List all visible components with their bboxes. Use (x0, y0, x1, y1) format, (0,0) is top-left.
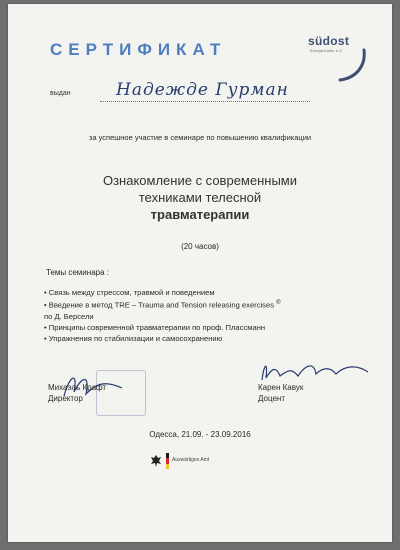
sudost-logo (308, 34, 370, 84)
seminar-title-line1: Ознакомление с современными (102, 173, 297, 188)
german-flag-icon (166, 453, 169, 469)
recipient-underline (100, 101, 310, 102)
seminar-title-line2: техниками телесной (138, 190, 262, 205)
agency-label: Auswärtiges Amt (172, 457, 210, 463)
participation-text: за успешное участие в семинаре по повышению квалификации (88, 133, 312, 142)
docent-role: Доцент (258, 394, 285, 403)
flag-stripe-gold (166, 464, 169, 469)
place-date: Одесса, 21.09. - 23.09.2016 (149, 430, 251, 439)
logo-subtitle: Europa-Kultur e.V. (310, 48, 343, 53)
topics-title: Темы семинара : (46, 268, 109, 277)
director-name: Михаэль Крафт (48, 383, 107, 392)
topic-item: • Упражнения по стабилизации и самосохранению (44, 333, 223, 343)
seminar-title (8, 172, 392, 223)
topic-item: • Принципы современной травматерапии по проф. Плассманн (44, 322, 266, 332)
federal-eagle-icon (150, 454, 162, 468)
docent-signature (258, 354, 378, 386)
docent-name: Карен Кавук (258, 383, 304, 392)
seminar-title-line3: травматерапии (150, 207, 250, 222)
topic-item: • Связь между стрессом, травмой и поведением (44, 288, 215, 297)
topic-item-text: • Введение в метод TRE – Trauma and Tension releasing exercises (44, 300, 274, 310)
recipient-name: Надежде Гурман (116, 80, 289, 100)
topics-list (44, 287, 364, 344)
registered-mark: ® (276, 300, 281, 306)
topic-item-continuation: по Д. Берсели (44, 311, 94, 321)
certificate-title: СЕРТИФИКАТ (50, 40, 227, 59)
logo-name: südost (308, 34, 350, 48)
logo-arc-icon (338, 48, 370, 82)
certificate-sheet (8, 4, 392, 542)
topic-item (44, 298, 364, 311)
issued-label: выдан (50, 90, 71, 97)
seminar-hours: (20 часов) (181, 242, 219, 251)
director-role: Директор (48, 394, 83, 403)
